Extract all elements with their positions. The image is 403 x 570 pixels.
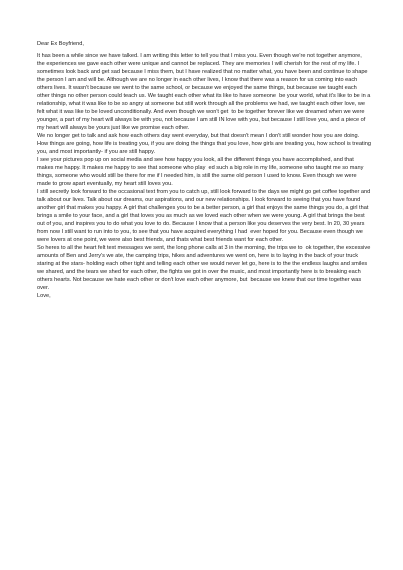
paragraph-5: So heres to all the heart felt text messages we sent, the long phone calls at 3 in the morning, the trips we to ok together, the excessive amounts of Ben and Jerry's we ate, the camping trips, hikes and adventures we went on, here is to laying in the back of your truck staring at the stars- holding each other tight and telling each other we would never let go, here is to the the endless laughs and smiles we shared, and the tears we shed for each other, the fights we got in over the music, and most importantly here is to breaking each others hearts. Not because we hate each other or don't love each other anymore, but because we knew that our time together was over. [37,245,372,291]
paragraph-1: It has been a while since we have talked. I am writing this letter to tell you that I miss you. Even though we're not together anymore, the experiences we gave each other were unique and cannot be replaced. They are memories I will cherish for the rest of my life. I sometimes look back and get sad because I miss them, but I have realized that no matter what, you have been and continue to shape the person I am and will be. Although we are no longer in each other lives, I know that there was a reason for us coming into each others lives. It wasn't because we went to the same school, or because we enjoyed the same things, but because we taught each other things no other person could teach us. We taught each other what its like to have someone be your world, what it's like to be in a relationship, what it was like to be so angry at someone but still work through all the problems we had, we taught each other love, we felt what it was like to be loved unconditionally. And even though we won't get to be together forever like we dreamed when we were younger, a part of my heart will always be with you, not because I am still IN love with you, but because I still love you, and a piece of my heart will always be yours just like we promise each other. [37,53,372,131]
paragraph-2: We no longer get to talk and ask how each others day went everyday, but that doesn't mean I don't still wonder how you are doing. How things are going, how life is treating you, if you are doing the things that you love, how girls are treating you, how school is treating you, and most importantly- if you are still happy. [37,133,373,155]
letter-salutation: Dear Ex Boyfriend, [37,41,84,47]
letter-body [37,40,371,300]
letter-closing: Love, [37,293,51,299]
paragraph-4: I still secretly look forward to the occasional text from you to catch up, still look forward to the days we might go get coffee together and talk about our lives. Talk about our dreams, our aspirations, and our new relationships. I look forward to seeing that you have found another girl that makes you happy. A girl that challenges you to be a better person, a girl that enjoys the same things you do, a girl that brings a smile to your face, and a girl that loves you as much as we loved each other when we were young. A girl that brings the best out of you, and inspires you to do what you love to do. Because I know that a person like you deserves the very best. In 20, 30 years from now I still want to run into to you, to see that you have acquired everything I had ever hoped for you. Because even though we were lovers at one point, we were also best friends, and thats what best friends want for each other. [37,189,372,243]
paragraph-3: I see your pictures pop up on social media and see how happy you look, all the different things you have accomplished, and that makes me happy. It makes me happy to see that someone who play ed such a big role in my life, someone who taught me so many things, someone who would still be there for me if I needed him, is still the same old person I used to know. Even though we were made to grow apart eventually, my heart still loves you. [37,157,365,187]
